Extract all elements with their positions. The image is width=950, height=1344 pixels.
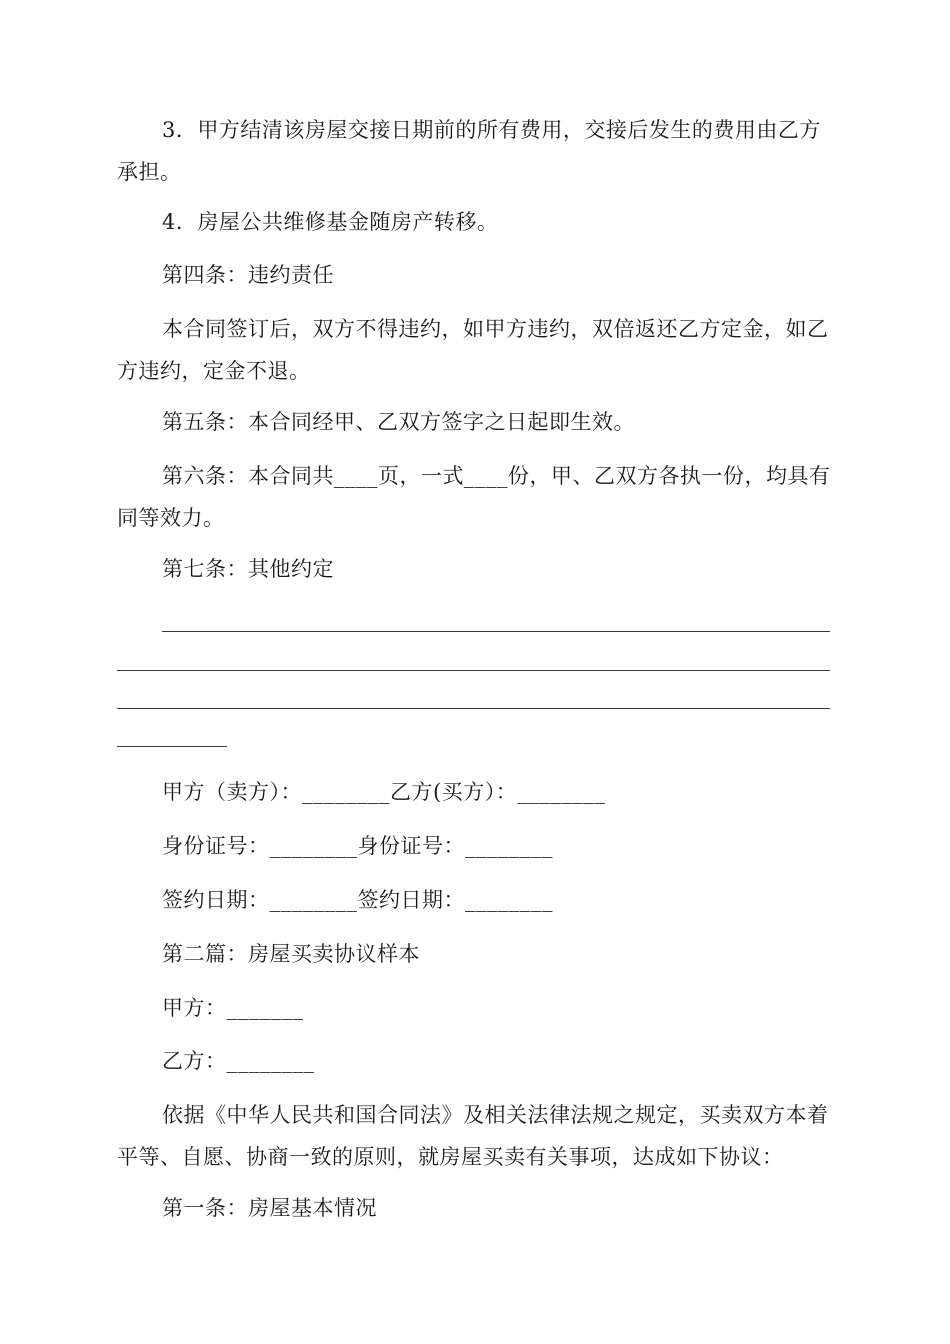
heading-article-7: 第七条：其他约定 [162,557,334,581]
paragraph-preamble: 依据《中华人民共和国合同法》及相关法律法规之规定，买卖双方本着平等、自愿、协商一致的原则，就房屋买卖有关事项，达成如下协议： [117,1103,829,1169]
heading-article-4: 第四条：违约责任 [162,263,334,287]
party-b-line: 乙方：________ [162,1049,315,1073]
signature-dates: 签约日期：________签约日期：________ [162,888,553,912]
section-title-part-2: 第二篇：房屋买卖协议样本 [162,942,420,966]
paragraph-article-5: 第五条：本合同经甲、乙双方签字之日起即生效。 [162,410,635,434]
party-a-line: 甲方：_______ [162,996,304,1020]
blank-line-4 [117,746,227,747]
blank-line-2 [117,670,830,671]
signature-id-numbers: 身份证号：________身份证号：________ [162,834,553,858]
paragraph-clause-3-3: 3．甲方结清该房屋交接日期前的所有费用，交接后发生的费用由乙方承担。 [117,118,821,184]
heading-article-1: 第一条：房屋基本情况 [162,1196,377,1220]
paragraph-article-6: 第六条：本合同共____页，一式____份，甲、乙双方各执一份，均具有同等效力。 [117,464,831,530]
blank-line-3 [117,708,830,709]
paragraph-clause-3-4: 4．房屋公共维修基金随房产转移。 [162,210,499,234]
blank-line-1 [162,631,830,632]
paragraph-article-4-body: 本合同签订后，双方不得违约，如甲方违约，双倍返还乙方定金，如乙方违约，定金不退。 [117,317,829,383]
signature-parties: 甲方（卖方）：________乙方(买方）：________ [162,780,606,804]
